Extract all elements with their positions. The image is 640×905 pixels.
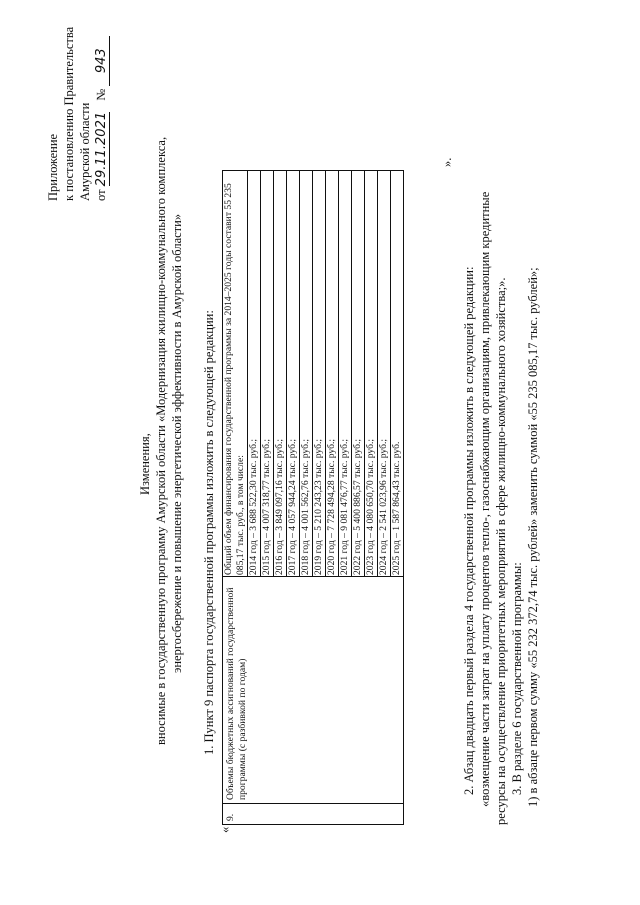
appendix-line3: Амурской области — [78, 102, 92, 201]
close-quote: ». — [440, 157, 454, 167]
item2-line3: ресурсы на осуществление приоритетных мероприятий в сфере жилищно-коммунального хозяйства;». — [494, 277, 508, 825]
date-prefix: от — [94, 189, 108, 201]
fin-line-2021: 2021 год – 9 081 476,77 тыс. руб.; — [339, 171, 352, 576]
heading-line2: вносимые в государственную программу Амурской области «Модернизация жилищно-коммунального комплекса, — [154, 136, 168, 745]
appendix-line2: к постановлению Правительства — [62, 26, 76, 201]
row-number: 9. — [223, 804, 404, 825]
financing-cell — [223, 171, 404, 577]
fin-line-2025: 2025 год – 1 587 864,43 тыс. руб. — [391, 441, 402, 575]
fin-line-2019: 2019 год – 5 210 243,23 тыс. руб.; — [313, 171, 326, 576]
appendix-line1: Приложение — [46, 133, 60, 201]
fin-line-total: Общий объем финансирования государственной программы за 2014–2025 годы составит 55 235 085,17 тыс. руб., в том числе: — [223, 171, 248, 576]
table-row — [223, 171, 404, 825]
item3-line1: 3. В разделе 6 государственной программы: — [510, 562, 524, 795]
fin-line-2016: 2016 год – 3 849 097,16 тыс. руб.; — [274, 171, 287, 576]
row-label: Объемы бюджетных ассигнований государственной программы (с разбивкой по годам) — [223, 577, 404, 804]
fin-line-2017: 2017 год – 4 057 944,24 тыс. руб.; — [287, 171, 300, 576]
passport-table — [222, 170, 404, 825]
appendix-date-line — [94, 36, 110, 201]
fin-line-2024: 2024 год – 2 541 023,96 тыс. руб.; — [378, 171, 391, 576]
item2-line1: 2. Абзац двадцать первый раздела 4 государственной программы изложить в следующей редакции: — [462, 266, 476, 795]
open-quote: « — [218, 826, 232, 833]
fin-line-2022: 2022 год – 5 400 886,57 тыс. руб.; — [352, 171, 365, 576]
heading-line3: энергосбережение и повышение энергетической эффективности в Амурской области» — [170, 213, 184, 673]
fin-line-2018: 2018 год – 4 001 562,76 тыс. руб.; — [300, 171, 313, 576]
fin-line-2014: 2014 год – 3 688 522,30 тыс. руб.; — [248, 171, 261, 576]
fin-line-2023: 2023 год – 4 080 650,70 тыс. руб.; — [365, 171, 378, 576]
fin-line-2020: 2020 год – 7 728 494,28 тыс. руб.; — [326, 171, 339, 576]
date-value: 29.11.2021 — [94, 111, 109, 187]
heading-title: Изменения, — [138, 433, 152, 495]
item1-text: 1. Пункт 9 паспорта государственной программы изложить в следующей редакции: — [202, 310, 216, 755]
fin-line-2015: 2015 год – 4 007 318,77 тыс. руб.; — [261, 171, 274, 576]
item3-line2: 1) в абзаце первом сумму «55 232 372,74 тыс. рублей» заменить суммой «55 235 085,17 тыс. рублей»; — [526, 267, 540, 807]
number-value: 943 — [94, 36, 110, 86]
number-prefix: № — [94, 88, 108, 101]
item2-line2: «возмещение части затрат на уплату процентов тепло-, газоснабжающим организациям, привлекающим кредитные — [478, 191, 492, 807]
